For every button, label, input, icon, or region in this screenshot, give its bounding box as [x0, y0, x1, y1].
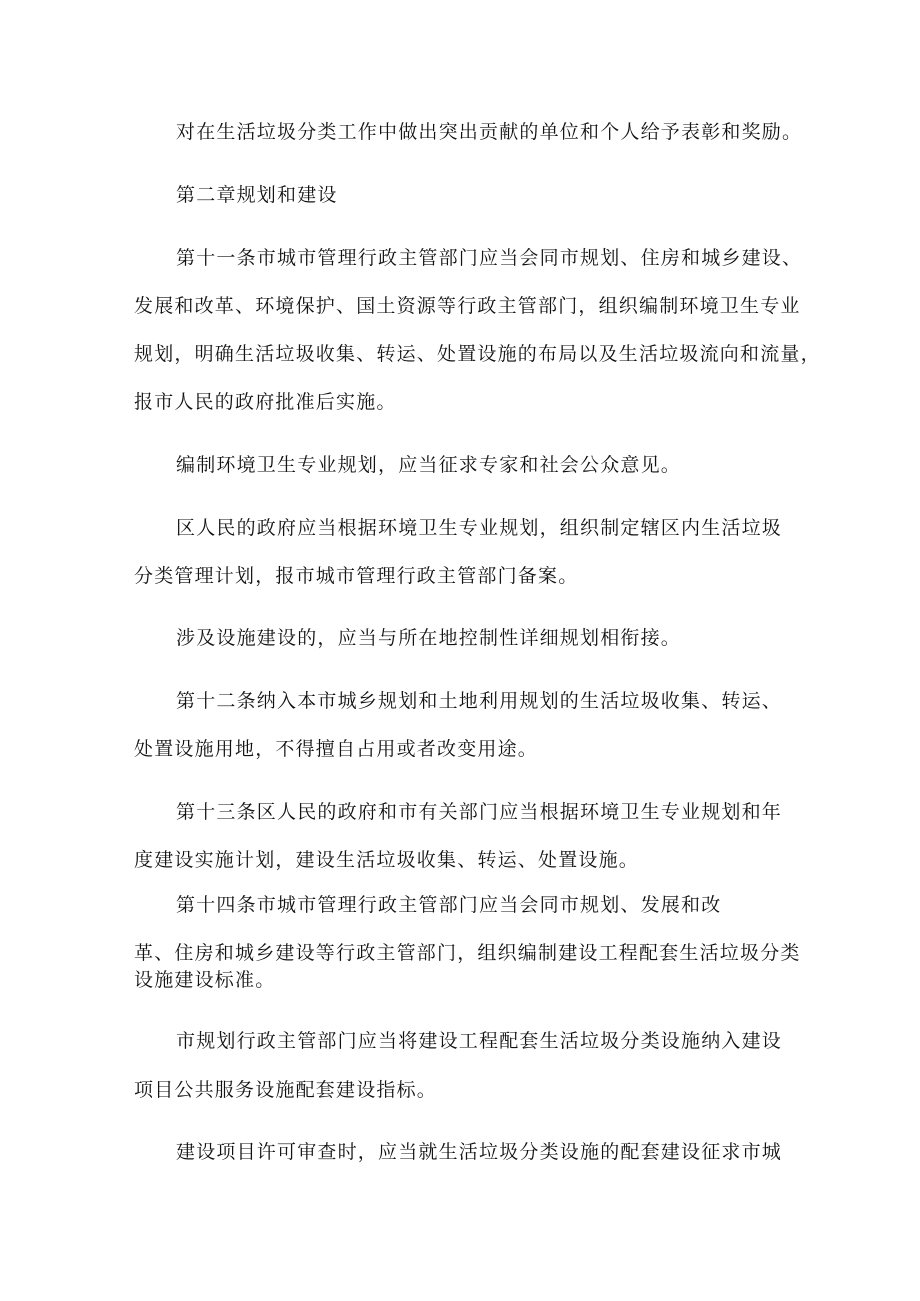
paragraph-planning-authority-line-1: 市规划行政主管部门应当将建设工程配套生活垃圾分类设施纳入建设 [176, 1030, 783, 1052]
paragraph-project-review-line-1: 建设项目许可审查时，应当就生活垃圾分类设施的配套建设征求市城 [176, 1141, 783, 1163]
paragraph-planning-opinion: 编制环境卫生专业规划，应当征求专家和社会公众意见。 [176, 454, 682, 476]
article-13-line-2: 度建设实施计划，建设生活垃圾收集、转运、处置设施。 [134, 849, 640, 871]
article-12-line-2: 处置设施用地，不得擅自占用或者改变用途。 [134, 738, 539, 760]
article-12-line-1: 第十二条纳入本市城乡规划和土地利用规划的生活垃圾收集、转运、 [176, 690, 783, 712]
article-13-line-1: 第十三条区人民的政府和市有关部门应当根据环境卫生专业规划和年 [176, 801, 783, 823]
paragraph-district-plan-line-2: 分类管理计划，报市城市管理行政主管部门备案。 [134, 565, 579, 587]
paragraph-planning-authority-line-2: 项目公共服务设施配套建设指标。 [134, 1079, 438, 1101]
article-11-line-1: 第十一条市城市管理行政主管部门应当会同市规划、住房和城乡建设、 [176, 247, 803, 269]
chapter-heading: 第二章规划和建设 [176, 184, 338, 206]
article-11-line-4: 报市人民的政府批准后实施。 [134, 391, 397, 413]
article-14-line-1: 第十四条市城市管理行政主管部门应当会同市规划、发展和改 [176, 894, 722, 916]
article-11-line-3: 规划，明确生活垃圾收集、转运、处置设施的布局以及生活垃圾流向和流量， [134, 343, 821, 365]
article-14-line-2: 革、住房和城乡建设等行政主管部门，组织编制建设工程配套生活垃圾分类 [134, 942, 801, 964]
article-11-line-2: 发展和改革、环境保护、国土资源等行政主管部门，组织编制环境卫生专业 [134, 295, 801, 317]
paragraph-line-1: 对在生活垃圾分类工作中做出突出贡献的单位和个人给予表彰和奖励。 [176, 121, 803, 143]
paragraph-facility-construction: 涉及设施建设的，应当与所在地控制性详细规划相衔接。 [176, 627, 682, 649]
article-14-line-3: 设施建设标准。 [134, 969, 276, 991]
paragraph-district-plan-line-1: 区人民的政府应当根据环境卫生专业规划，组织制定辖区内生活垃圾 [176, 517, 783, 539]
